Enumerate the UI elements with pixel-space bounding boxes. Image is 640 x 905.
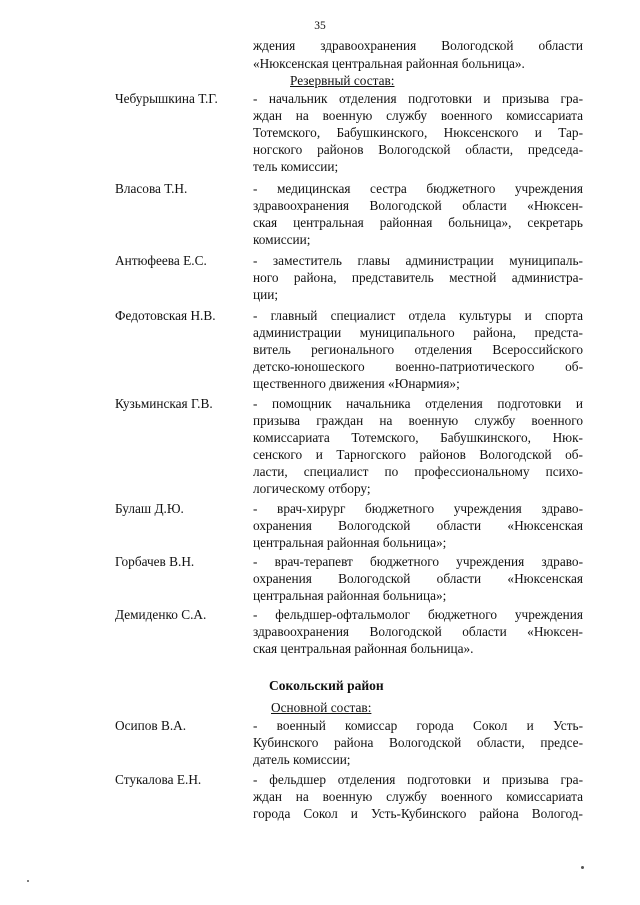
- member-role-line: ждан на военную службу военного комиссариата: [253, 108, 583, 123]
- member-role-line: центральная районная больница»;: [253, 588, 447, 603]
- member-role-line: детско-юношеского военно-патриотического об-: [253, 359, 583, 374]
- continuation-line: ждения здравоохранения Вологодской области: [253, 38, 583, 53]
- member-role-line: - фельдшер-офтальмолог бюджетного учреждения: [253, 607, 583, 622]
- member-role-line: Тотемского, Бабушкинского, Нюксенского и Тар-: [253, 125, 583, 140]
- member-role-line: центральная районная больница»;: [253, 535, 447, 550]
- member-role-line: - фельдшер отделения подготовки и призыва гра-: [253, 772, 583, 787]
- member-role-line: - главный специалист отдела культуры и спорта: [253, 308, 583, 323]
- member-role-line: ская центральная районная больница».: [253, 641, 474, 656]
- member-role-line: охранения Вологодской области «Нюксенская: [253, 518, 583, 533]
- member-role-line: датель комиссии;: [253, 752, 351, 767]
- member-role-line: комиссариата Тотемского, Бабушкинского, Нюк-: [253, 430, 583, 445]
- member-name: Чебурышкина Т.Г.: [115, 91, 218, 106]
- member-role-line: охранения Вологодской области «Нюксенская: [253, 571, 583, 586]
- page-number: 35: [314, 20, 326, 32]
- member-name: Демиденко С.А.: [115, 607, 207, 622]
- member-name: Булаш Д.Ю.: [115, 501, 184, 516]
- reserve-composition-title: Резервный состав:: [290, 73, 395, 88]
- member-name: Горбачев В.Н.: [115, 554, 195, 569]
- member-name: Кузьминская Г.В.: [115, 396, 213, 411]
- member-role-line: - начальник отделения подготовки и призыва гра-: [253, 91, 583, 106]
- member-role-line: ного района, представитель местной администра-: [253, 270, 583, 285]
- main-composition-title: Основной состав:: [271, 700, 372, 715]
- member-role-line: здравоохранения Вологодской области «Нюксен-: [253, 624, 583, 639]
- member-role-line: комиссии;: [253, 232, 311, 247]
- member-role-line: администрации муниципального района, предста-: [253, 325, 583, 340]
- district-heading: Сокольский район: [269, 678, 384, 693]
- member-role-line: - военный комиссар города Сокол и Усть-: [253, 718, 583, 733]
- member-role-line: - врач-хирург бюджетного учреждения здраво-: [253, 501, 583, 516]
- member-role-line: - помощник начальника отделения подготовки и: [253, 396, 583, 411]
- continuation-line: «Нюксенская центральная районная больница».: [253, 56, 525, 71]
- member-name: Антюфеева Е.С.: [115, 253, 207, 268]
- member-role-line: здравоохранения Вологодской области «Нюксен-: [253, 198, 583, 213]
- member-role-line: сенского и Тарногского районов Вологодской об-: [253, 447, 583, 462]
- member-role-line: города Сокол и Усть-Кубинского района Вологод-: [253, 806, 583, 821]
- member-role-line: - медицинская сестра бюджетного учреждения: [253, 181, 583, 196]
- member-role-line: призыва граждан на военную службу военного: [253, 413, 583, 428]
- member-role-line: - врач-терапевт бюджетного учреждения здраво-: [253, 554, 583, 569]
- member-name: Стукалова Е.Н.: [115, 772, 202, 787]
- member-role-line: ждан на военную службу военного комиссариата: [253, 789, 583, 804]
- member-role-line: логическому отбору;: [253, 481, 371, 496]
- member-role-line: ции;: [253, 287, 279, 302]
- member-role-line: ласти, специалист по профессиональному психо-: [253, 464, 583, 479]
- member-role-line: - заместитель главы администрации муниципаль-: [253, 253, 583, 268]
- member-role-line: щественного движения «Юнармия»;: [253, 376, 460, 391]
- member-role-line: витель регионального отделения Всероссийского: [253, 342, 583, 357]
- member-name: Федотовская Н.В.: [115, 308, 216, 323]
- member-name: Власова Т.Н.: [115, 181, 188, 196]
- member-role-line: Кубинского района Вологодской области, предсе-: [253, 735, 583, 750]
- scan-dot: [27, 880, 29, 882]
- member-role-line: тель комиссии;: [253, 159, 339, 174]
- member-name: Осипов В.А.: [115, 718, 187, 733]
- member-role-line: ногского районов Вологодской области, председа-: [253, 142, 583, 157]
- scan-dot: [581, 866, 584, 869]
- member-role-line: ская центральная районная больница», секретарь: [253, 215, 583, 230]
